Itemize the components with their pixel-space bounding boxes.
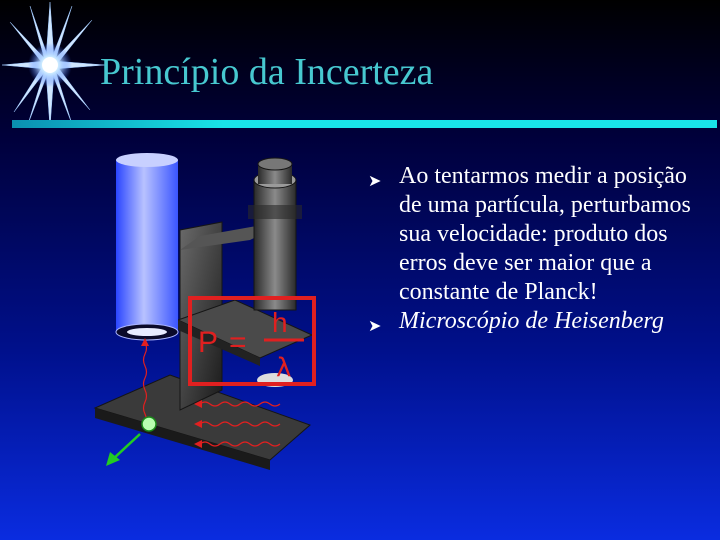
starburst-decoration — [0, 0, 110, 140]
bullet-arrow-icon: ➤ — [368, 171, 382, 190]
page-title: Princípio da Incerteza — [100, 51, 434, 93]
bullet-text: Microscópio de Heisenberg — [399, 308, 664, 334]
bullet-text: Ao tentarmos medir a posição de uma partícula, perturbamos sua velocidade: produto dos erros deve ser maior que a constante de Planck! — [399, 163, 691, 305]
bullet-item — [368, 162, 698, 307]
bullet-arrow-icon: ➤ — [368, 316, 382, 335]
formula-equals: = — [229, 326, 247, 359]
title-underline — [12, 120, 717, 130]
microscope-illustration — [80, 150, 340, 470]
formula-lhs: P — [198, 326, 219, 359]
bullet-list — [368, 162, 698, 336]
formula-numerator: h — [272, 307, 288, 338]
formula-denominator: λ — [276, 353, 292, 383]
bullet-item — [368, 307, 698, 336]
